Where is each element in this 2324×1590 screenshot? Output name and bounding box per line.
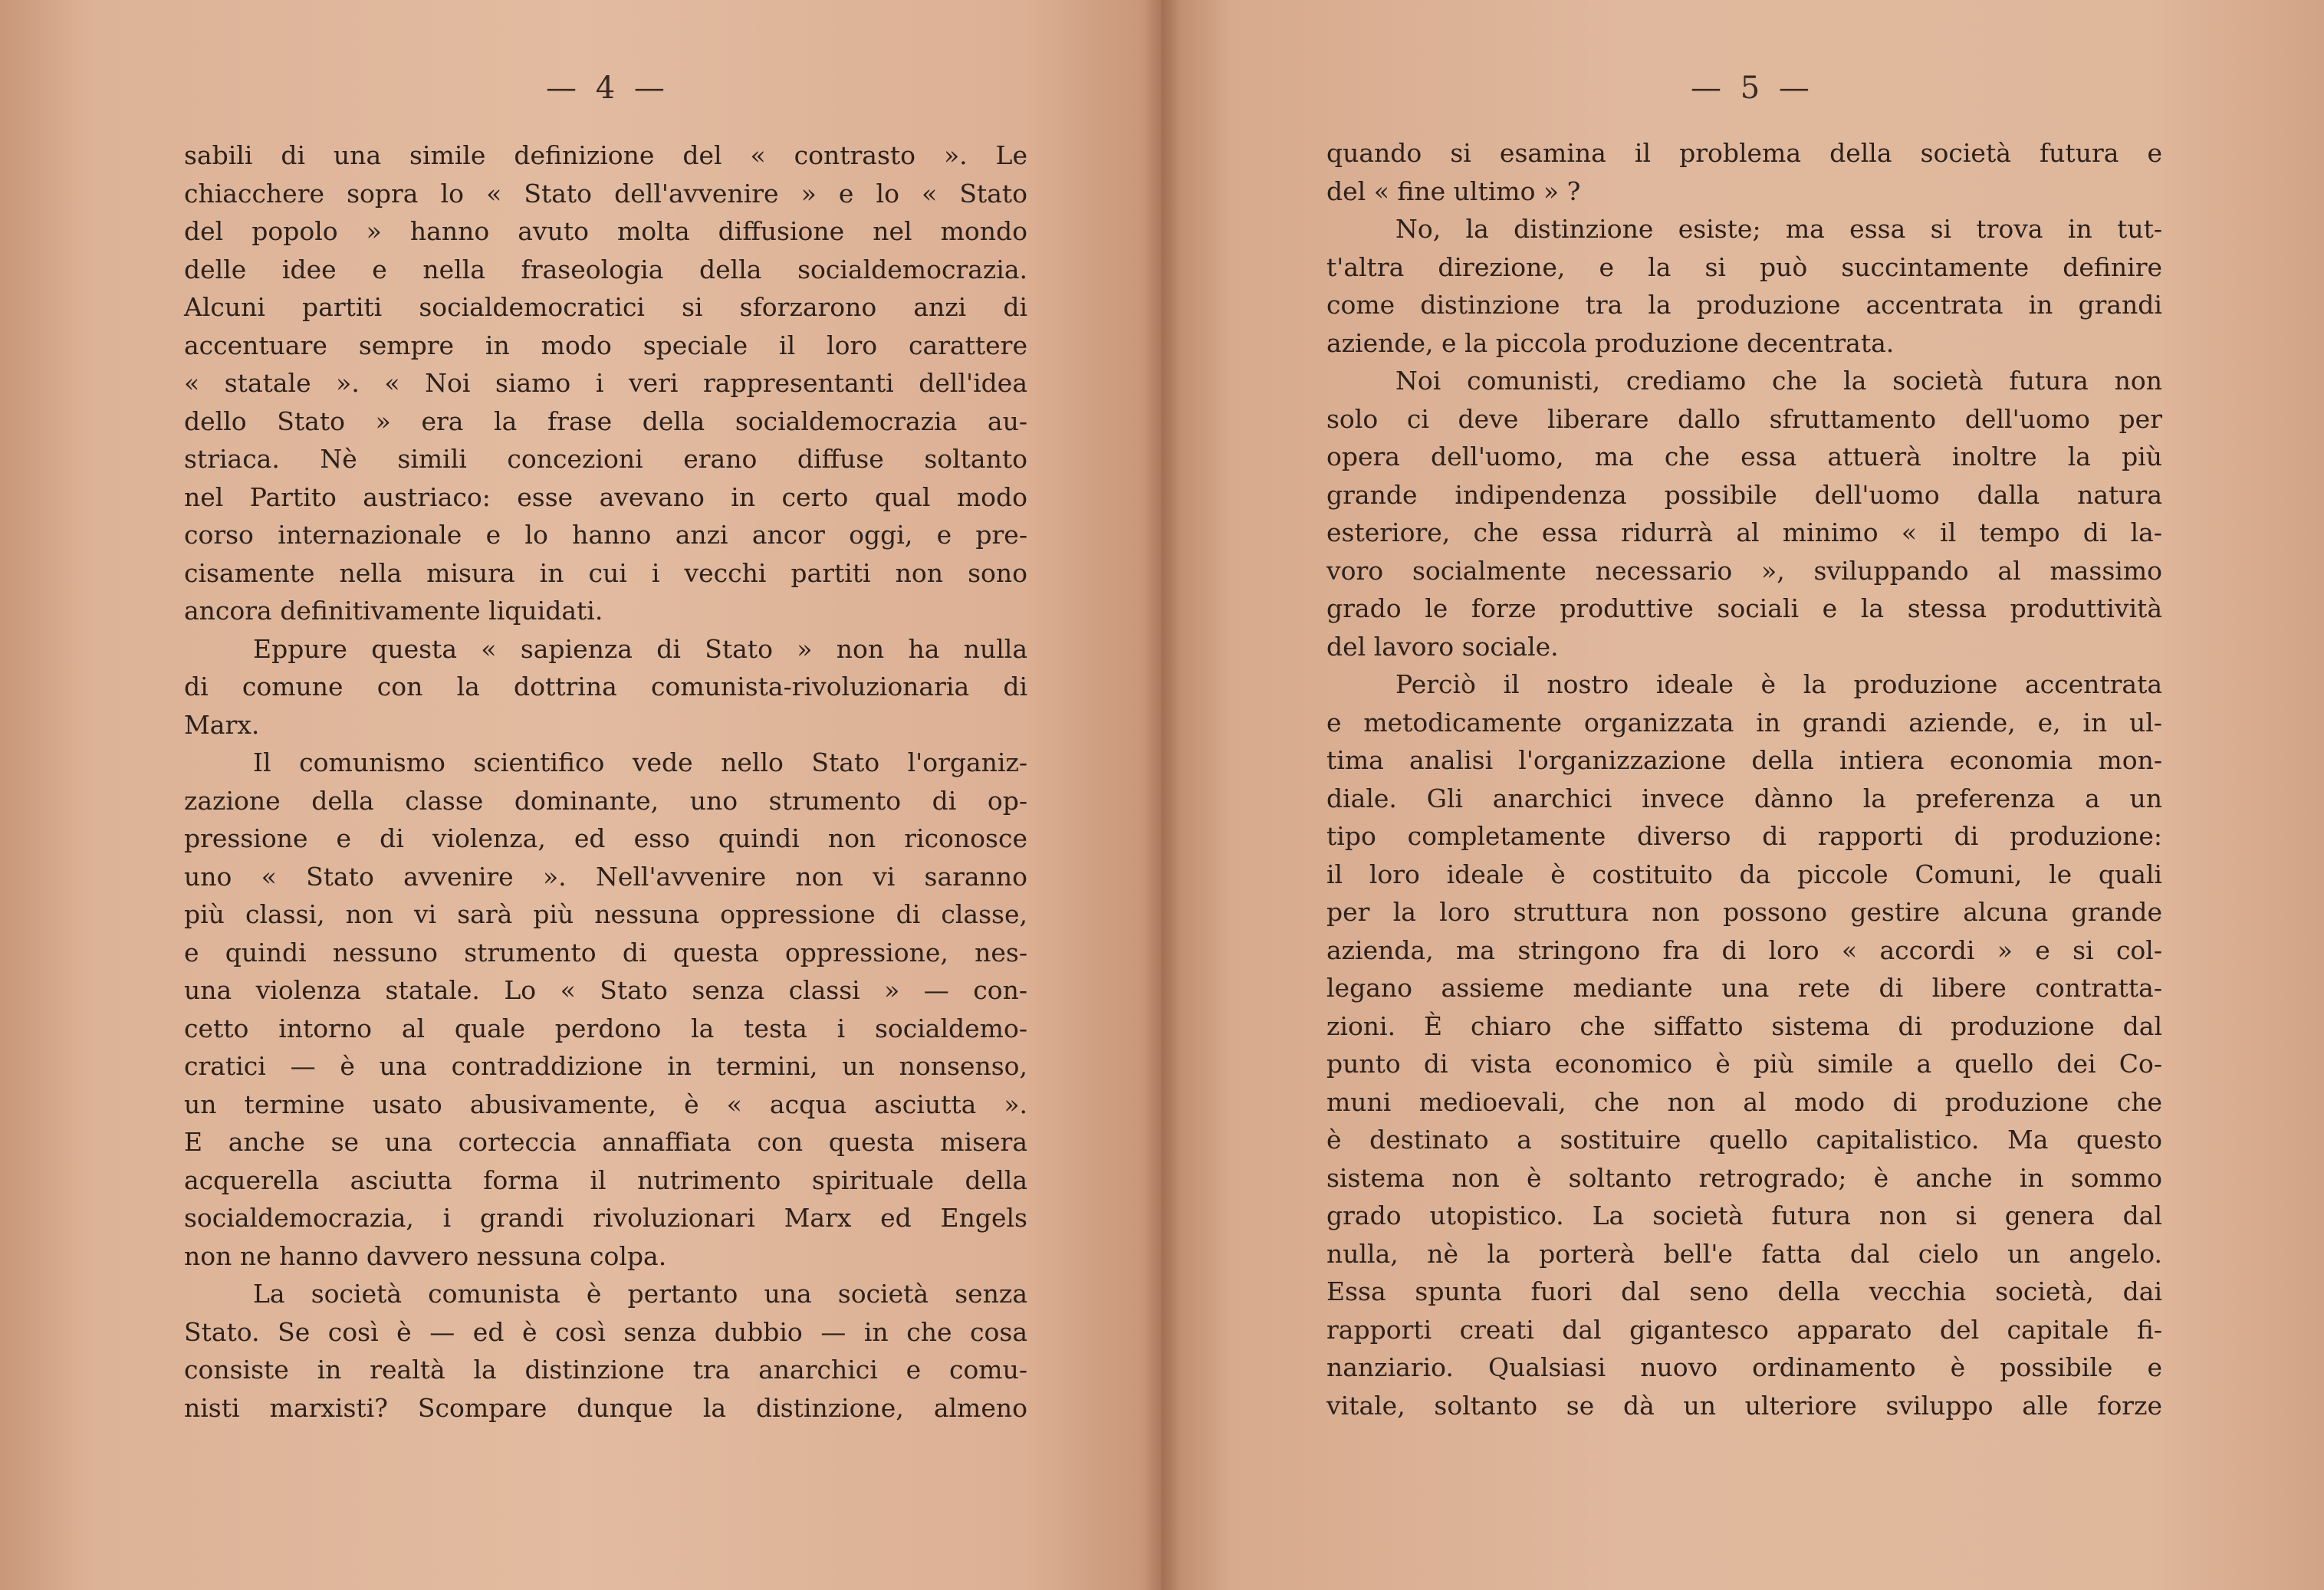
text-line: acquerella asciutta forma il nutrimento spirituale della: [184, 1165, 1027, 1195]
book-gutter: [1142, 0, 1181, 1590]
text-line: Il comunismo scientifico vede nello Stato l'organiz-: [253, 747, 1027, 777]
text-line: ancora definitivamente liquidati.: [184, 596, 603, 626]
text-line: una violenza statale. Lo « Stato senza classi » — con-: [184, 975, 1027, 1005]
text-line: pressione e di violenza, ed esso quindi non riconosce: [184, 823, 1027, 853]
text-line: come distinzione tra la produzione accentrata in grandi: [1326, 290, 2162, 320]
text-line: accentuare sempre in modo speciale il loro carattere: [184, 330, 1027, 360]
text-line: uno « Stato avvenire ». Nell'avvenire non vi saranno: [184, 861, 1027, 892]
text-line: La società comunista è pertanto una società senza: [253, 1279, 1027, 1309]
right-page-text: [1326, 134, 2162, 1424]
text-line: cisamente nella misura in cui i vecchi partiti non sono: [184, 557, 1027, 588]
text-line: cetto intorno al quale perdono la testa i socialdemo-: [184, 1013, 1027, 1043]
text-line: Marx.: [184, 709, 260, 740]
text-line: aziende, e la piccola produzione decentrata.: [1326, 327, 1895, 358]
text-line: diale. Gli anarchici invece dànno la preferenza a un: [1326, 783, 2162, 813]
text-line: grado le forze produttive sociali e la stessa produttività: [1326, 593, 2162, 623]
text-line: e quindi nessuno strumento di questa oppressione, nes-: [184, 937, 1027, 967]
text-line: Essa spunta fuori dal seno della vecchia società, dai: [1326, 1276, 2162, 1306]
text-line: corso internazionale e lo hanno anzi ancor oggi, e pre-: [184, 520, 1027, 550]
text-line: esteriore, che essa ridurrà al minimo « il tempo di la-: [1326, 517, 2162, 547]
text-line: zioni. È chiaro che siffatto sistema di produzione dal: [1326, 1010, 2162, 1041]
text-line: nulla, nè la porterà bell'e fatta dal cielo un angelo.: [1326, 1238, 2162, 1269]
text-line: muni medioevali, che non al modo di produzione che: [1326, 1086, 2162, 1117]
text-line: rapporti creati dal gigantesco apparato del capitale fi-: [1326, 1314, 2162, 1345]
text-line: il loro ideale è costituito da piccole Comuni, le quali: [1326, 859, 2162, 889]
text-line: Noi comunisti, crediamo che la società futura non: [1395, 366, 2162, 396]
text-line: dello Stato » era la frase della socialdemocrazia au-: [184, 406, 1027, 436]
text-line: azienda, ma stringono fra di loro « accordi » e si col-: [1326, 935, 2162, 965]
text-line: No, la distinzione esiste; ma essa si trova in tut-: [1395, 214, 2162, 244]
left-page-text: [184, 136, 1027, 1427]
text-line: legano assieme mediante una rete di libere contratta-: [1326, 973, 2162, 1003]
text-line: zazione della classe dominante, uno strumento di op-: [184, 785, 1027, 816]
text-line: E anche se una corteccia annaffiata con questa misera: [184, 1127, 1027, 1157]
text-line: tima analisi l'organizzazione della intiera economia mon-: [1326, 745, 2162, 775]
text-line: vitale, soltanto se dà un ulteriore sviluppo alle forze: [1326, 1390, 2162, 1421]
text-line: t'altra direzione, e la si può succintamente definire: [1326, 251, 2162, 282]
text-line: striaca. Nè simili concezioni erano diffuse soltanto: [184, 444, 1027, 474]
text-line: è destinato a sostituire quello capitalistico. Ma questo: [1326, 1125, 2162, 1155]
text-line: un termine usato abusivamente, è « acqua asciutta ».: [184, 1089, 1027, 1119]
text-line: quando si esamina il problema della società futura e: [1326, 138, 2162, 168]
text-line: Perciò il nostro ideale è la produzione accentrata: [1395, 669, 2162, 699]
text-line: socialdemocrazia, i grandi rivoluzionari Marx ed Engels: [184, 1203, 1027, 1233]
text-line: Eppure questa « sapienza di Stato » non ha nulla: [253, 633, 1027, 664]
text-line: chiacchere sopra lo « Stato dell'avvenire » e lo « Stato: [184, 178, 1027, 209]
right-page: [1162, 0, 2324, 1590]
page-number-left: — 4 —: [546, 71, 669, 106]
text-line: più classi, non vi sarà più nessuna oppressione di classe,: [184, 899, 1027, 929]
text-line: punto di vista economico è più simile a quello dei Co-: [1326, 1049, 2162, 1079]
text-line: sistema non è soltanto retrogrado; è anche in sommo: [1326, 1162, 2162, 1193]
text-line: opera dell'uomo, ma che essa attuerà inoltre la più: [1326, 442, 2162, 471]
text-line: grado utopistico. La società futura non si genera dal: [1326, 1201, 2162, 1230]
text-line: consiste in realtà la distinzione tra anarchici e comu-: [184, 1355, 1027, 1385]
text-line: Stato. Se così è — ed è così senza dubbio — in che cosa: [184, 1316, 1027, 1347]
text-line: per la loro struttura non possono gestire alcuna grande: [1326, 897, 2162, 927]
text-line: del « fine ultimo » ?: [1326, 176, 1581, 206]
text-line: nisti marxisti? Scompare dunque la distinzione, almeno: [184, 1392, 1027, 1423]
text-line: tipo completamente diverso di rapporti di produzione:: [1326, 821, 2162, 851]
text-line: delle idee e nella fraseologia della socialdemocrazia.: [184, 254, 1027, 284]
text-line: « statale ». « Noi siamo i veri rappresentanti dell'idea: [184, 368, 1027, 398]
text-line: solo ci deve liberare dallo sfruttamento dell'uomo per: [1326, 403, 2162, 434]
text-line: grande indipendenza possibile dell'uomo dalla natura: [1326, 479, 2162, 510]
text-line: sabili di una simile definizione del « contrasto ». Le: [184, 140, 1027, 170]
text-line: cratici — è una contraddizione in termini, un nonsenso,: [184, 1051, 1027, 1081]
text-line: di comune con la dottrina comunista-rivoluzionaria di: [184, 672, 1027, 701]
text-line: Alcuni partiti socialdemocratici si sforzarono anzi di: [184, 292, 1027, 322]
text-line: nel Partito austriaco: esse avevano in certo qual modo: [184, 481, 1027, 512]
text-line: del lavoro sociale.: [1326, 631, 1559, 662]
text-line: e metodicamente organizzata in grandi aziende, e, in ul-: [1326, 707, 2162, 738]
text-line: nanziario. Qualsiasi nuovo ordinamento è possibile e: [1326, 1352, 2162, 1382]
text-line: voro socialmente necessario », sviluppando al massimo: [1326, 555, 2162, 586]
page-number-right: — 5 —: [1691, 71, 1814, 106]
text-line: non ne hanno davvero nessuna colpa.: [184, 1240, 667, 1271]
text-line: del popolo » hanno avuto molta diffusione nel mondo: [184, 216, 1027, 246]
